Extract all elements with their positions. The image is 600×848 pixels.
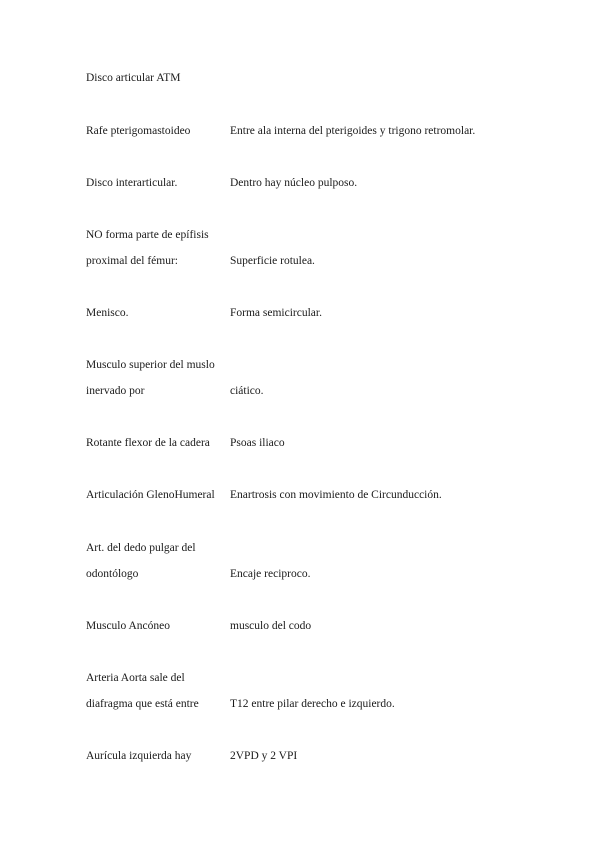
entry-definition: Enartrosis con movimiento de Circunducción.	[230, 489, 442, 501]
entry-term: Articulación GlenoHumeral	[86, 489, 215, 501]
entry-definition: ciático.	[230, 385, 264, 397]
entry-definition: Encaje reciproco.	[230, 568, 311, 580]
entry-term: Disco interarticular.	[86, 177, 178, 189]
entry-term: odontólogo	[86, 568, 139, 580]
entry-term: Art. del dedo pulgar del	[86, 542, 196, 554]
entry-term: Aurícula izquierda hay	[86, 750, 192, 762]
entry-term: NO forma parte de epífisis	[86, 229, 209, 241]
entry-definition: Psoas iliaco	[230, 437, 285, 449]
entry-definition: Entre ala interna del pterigoides y trigono retromolar.	[230, 125, 476, 137]
entry-term: inervado por	[86, 385, 145, 397]
entry-term: diafragma que está entre	[86, 698, 199, 710]
entry-definition: T12 entre pilar derecho e izquierdo.	[230, 698, 395, 710]
entry-term: proximal del fémur:	[86, 255, 178, 267]
entry-term: Musculo superior del muslo	[86, 359, 215, 371]
entry-definition: musculo del codo	[230, 620, 312, 632]
entry-term: Arteria Aorta sale del	[86, 672, 185, 684]
entry-definition: Dentro hay núcleo pulposo.	[230, 177, 358, 189]
document-title: Disco articular ATM	[86, 72, 181, 84]
entry-term: Rotante flexor de la cadera	[86, 437, 210, 449]
entry-term: Rafe pterigomastoideo	[86, 125, 191, 137]
entry-term: Menisco.	[86, 307, 129, 319]
entry-definition: 2VPD y 2 VPI	[230, 750, 298, 762]
entry-definition: Superficie rotulea.	[230, 255, 315, 267]
entry-term: Musculo Ancóneo	[86, 620, 171, 632]
entry-definition: Forma semicircular.	[230, 307, 322, 319]
